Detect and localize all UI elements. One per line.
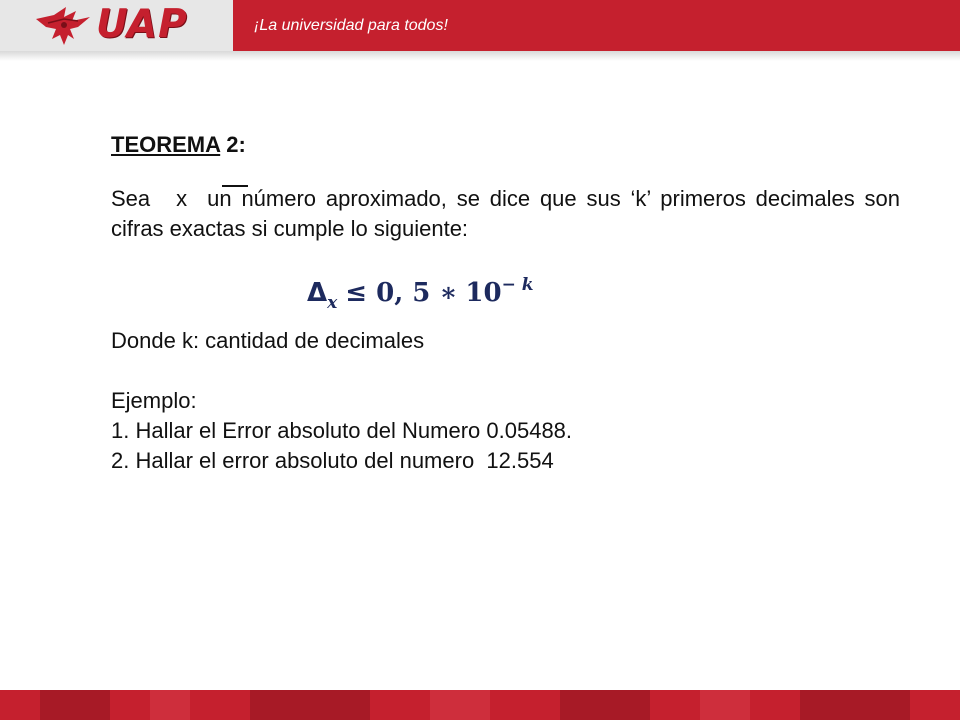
condor-logo-icon: [34, 5, 94, 47]
overline: [222, 185, 248, 187]
formula-exponent: − k: [501, 275, 534, 295]
delta-subscript: x: [327, 293, 338, 313]
theorem-heading-word: TEOREMA: [111, 132, 221, 157]
formula-relation: ≤ 0, 5 ∗: [345, 278, 458, 308]
statement-rest: un número aproximado, se dice que sus ‘k’ primeros decimales son cifras exactas si cumple lo siguiente:: [111, 186, 900, 241]
theorem-heading: [111, 130, 900, 160]
header-shadow: [0, 51, 960, 61]
x-bar-symbol: [150, 184, 207, 214]
logo[interactable]: [0, 0, 233, 51]
where-text: Donde k: cantidad de decimales: [111, 328, 425, 353]
statement-start: Sea: [111, 186, 151, 211]
example-item-2: 2. Hallar el error absoluto del numero 12.554: [111, 448, 554, 473]
logo-text: UAP: [96, 2, 188, 47]
example-item-1: 1. Hallar el Error absoluto del Numero 0.05488.: [111, 418, 573, 443]
slide-content: [111, 130, 900, 476]
slogan: ¡La universidad para todos!: [254, 17, 448, 34]
header-bar: [0, 0, 960, 51]
example-title: Ejemplo:: [111, 388, 197, 413]
theorem-statement: [111, 184, 900, 244]
x-symbol: x: [176, 186, 188, 211]
formula-base: 10: [465, 278, 502, 308]
formula: [307, 270, 900, 313]
footer-bar: [0, 690, 960, 720]
theorem-heading-number: 2:: [220, 132, 246, 157]
delta-symbol: Δ: [307, 278, 328, 308]
